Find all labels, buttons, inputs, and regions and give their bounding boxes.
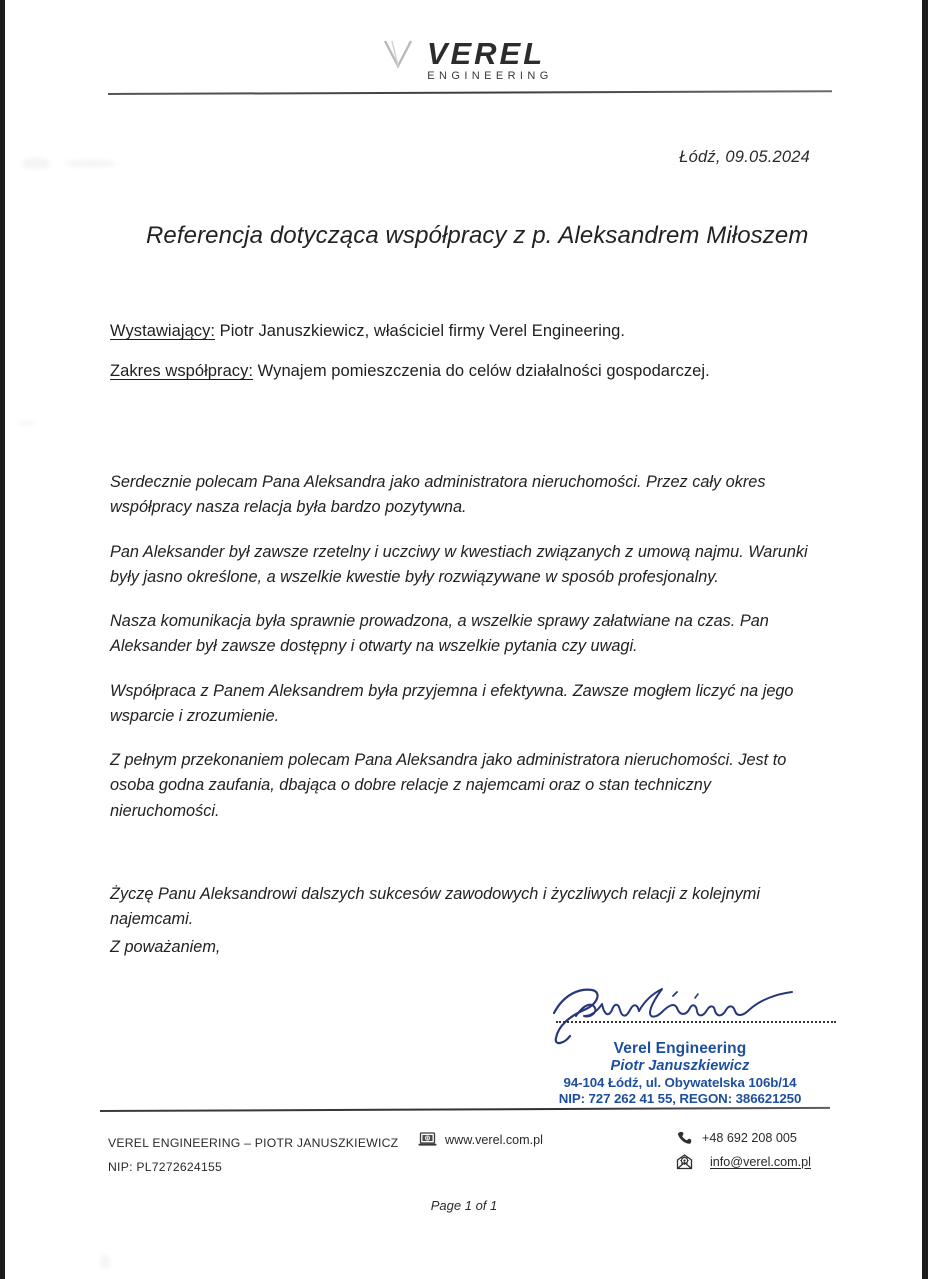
meta-value-scope: Wynajem pomieszczenia do celów działalności gospodarczej. — [253, 362, 710, 381]
meta-label-issuer: Wystawiający: — [110, 322, 216, 340]
scan-smudge — [18, 420, 34, 426]
company-stamp — [530, 1040, 830, 1107]
body-paragraph: Pan Aleksander był zawsze rzetelny i uczciwy w kwestiach związanych z umową najmu. Warunki były jasno określone, a wszelkie kwestie były rozwiązywane w sposób profesjonalny. — [110, 542, 808, 586]
phone-handset-icon — [676, 1130, 693, 1145]
meta-label-scope: Zakres współpracy: — [110, 362, 254, 381]
body-paragraph: Serdecznie polecam Pana Aleksandra jako administratora nieruchomości. Przez cały okres współpracy nasza relacja była bardzo pozytywna. — [110, 473, 766, 517]
letter-body — [110, 470, 822, 951]
meta-value-issuer: Piotr Januszkiewicz, właściciel firmy Verel Engineering. — [215, 322, 626, 340]
logo-text: VEREL — [426, 36, 546, 71]
page-number: Page 1 of 1 — [430, 1198, 498, 1213]
meta-section — [110, 320, 830, 401]
scan-edge-right — [922, 0, 928, 1279]
signature-dotted-line — [556, 1021, 836, 1023]
footer-website[interactable] — [418, 1132, 543, 1147]
body-paragraph: Współpraca z Panem Aleksandrem była przyjemna i efektywna. Zawsze mogłem liczyć na jego wsparcie i zrozumienie. — [110, 681, 794, 725]
scan-edge-left — [0, 0, 5, 1279]
stamp-ids: NIP: 727 262 41 55, REGON: 386621250 — [558, 1091, 802, 1107]
footer-website-text: www.verel.com.pl — [445, 1132, 543, 1147]
logo-wordmark — [385, 38, 565, 69]
date-line: Łódź, 09.05.2024 — [679, 148, 810, 166]
stamp-company: Verel Engineering — [613, 1040, 747, 1057]
footer-phone-text: +48 692 208 005 — [702, 1130, 797, 1145]
footer-company-info — [108, 1132, 398, 1180]
envelope-icon — [676, 1154, 693, 1170]
scan-smudge — [100, 1255, 110, 1269]
letterhead-footer — [0, 1128, 928, 1208]
footer-contacts — [676, 1130, 811, 1179]
body-paragraph: Nasza komunikacja była sprawnie prowadzona, a wszelkie sprawy załatwiane na czas. Pan Aleksander był zawsze dostępny i otwarty na wszelkie pytania czy uwagi. — [110, 612, 769, 656]
stamp-person: Piotr Januszkiewicz — [610, 1058, 750, 1075]
footer-email[interactable] — [676, 1154, 811, 1170]
company-logo — [385, 38, 565, 82]
logo-subtitle: ENGINEERING — [427, 70, 553, 82]
logo-v-icon — [383, 39, 417, 69]
footer-nip-line: NIP: PL7272624155 — [108, 1159, 223, 1174]
body-paragraph: Z pełnym przekonaniem polecam Pana Aleksandra jako administratora nieruchomości. Jest to osoba godna zaufania, dbająca o dobre relacje z najemcami oraz o stan techniczny nieruchomości. — [110, 751, 787, 820]
scan-smudge — [22, 158, 50, 169]
meta-row-scope — [110, 360, 830, 382]
body-paragraph: Życzę Panu Aleksandrowi dalszych sukcesów zawodowych i życzliwych relacji z kolejnymi najemcami. — [110, 884, 760, 928]
footer-email-text: info@verel.com.pl — [710, 1155, 811, 1169]
stamp-address: 94-104 Łódź, ul. Obywatelska 106b/14 — [563, 1075, 797, 1091]
scan-smudge — [65, 160, 115, 167]
footer-company-line: VEREL ENGINEERING – PIOTR JANUSZKIEWICZ — [108, 1136, 399, 1150]
footer-phone[interactable] — [676, 1130, 811, 1145]
page-title: Referencja dotycząca współpracy z p. Aleksandrem Miłoszem — [146, 222, 809, 249]
laptop-globe-icon — [418, 1132, 437, 1147]
meta-row-issuer — [110, 320, 830, 342]
closing-salutation: Z poważaniem, — [110, 938, 221, 956]
header-divider — [108, 90, 832, 95]
footer-divider — [100, 1107, 830, 1112]
